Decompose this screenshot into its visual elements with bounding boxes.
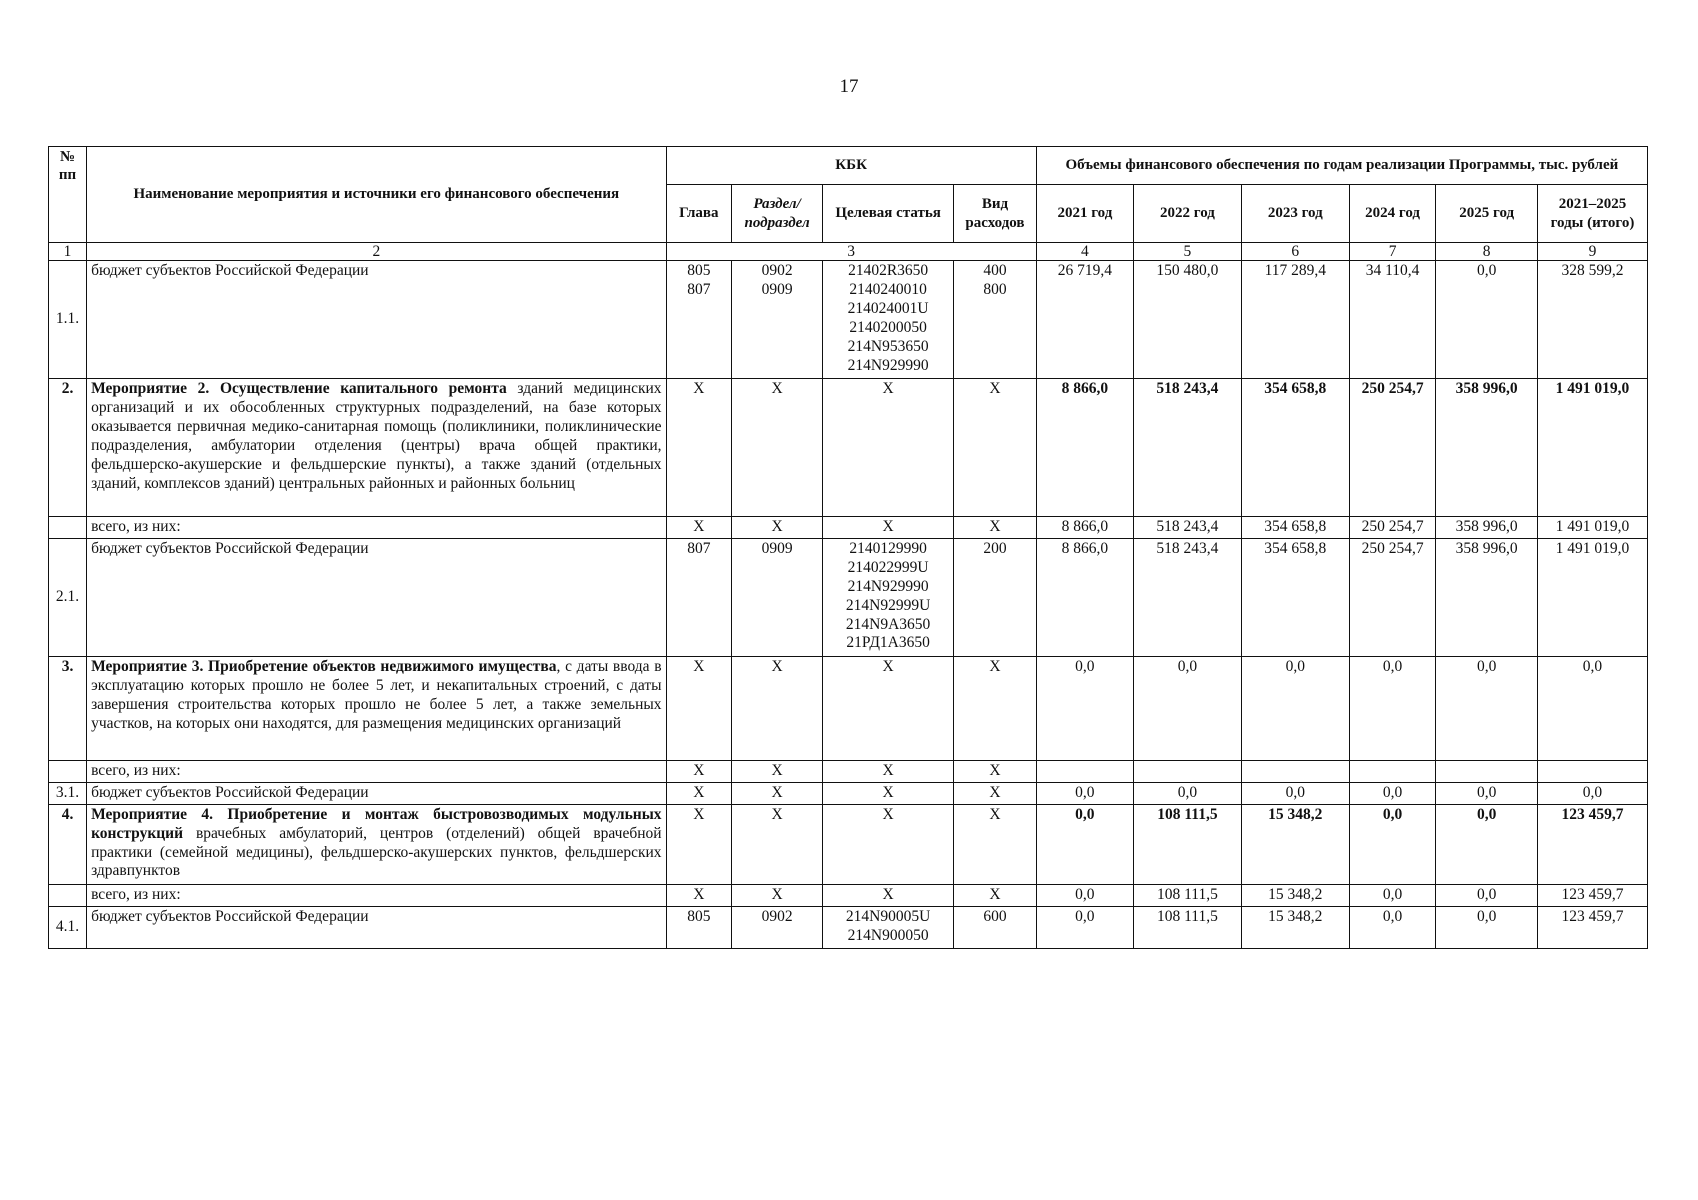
row-number: 4. <box>49 804 87 884</box>
row-2021: 0,0 <box>1036 804 1133 884</box>
row-total: 1 491 019,0 <box>1537 379 1647 517</box>
table-row <box>49 782 1648 804</box>
row-2025: 0,0 <box>1436 884 1538 906</box>
row-name-bold: Мероприятие 3. Приобретение объектов недвижимого имущества <box>91 657 557 675</box>
row-number <box>49 517 87 539</box>
row-2024 <box>1349 760 1436 782</box>
table-row <box>49 517 1648 539</box>
row-2023: 354 658,8 <box>1241 538 1349 656</box>
header-2023: 2023 год <box>1241 185 1349 243</box>
row-2024: 250 254,7 <box>1349 517 1436 539</box>
row-2024: 250 254,7 <box>1349 538 1436 656</box>
row-razdel: 0902 0909 <box>732 261 823 379</box>
column-number: 1 <box>49 243 87 261</box>
header-2025: 2025 год <box>1436 185 1538 243</box>
row-glava: X <box>666 656 732 760</box>
row-2023: 15 348,2 <box>1241 906 1349 948</box>
row-2024: 0,0 <box>1349 782 1436 804</box>
row-razdel: X <box>732 884 823 906</box>
row-razdel: 0909 <box>732 538 823 656</box>
row-vid: X <box>954 782 1037 804</box>
row-name <box>87 804 667 884</box>
header-kbk: КБК <box>666 147 1036 185</box>
header-vid: Вид расходов <box>954 185 1037 243</box>
table-row <box>49 884 1648 906</box>
row-name-rest: врачебных амбулаторий, центров (отделений) общей врачебной практики (семейной медицины), фельдшерско-акушерских пунктов, фельдшерских здравпунктов <box>91 824 662 880</box>
row-2022: 150 480,0 <box>1134 261 1242 379</box>
row-2021: 0,0 <box>1036 884 1133 906</box>
row-total: 1 491 019,0 <box>1537 517 1647 539</box>
column-number: 7 <box>1349 243 1436 261</box>
row-total: 123 459,7 <box>1537 884 1647 906</box>
row-razdel: X <box>732 760 823 782</box>
row-vid: X <box>954 804 1037 884</box>
row-name-rest: зданий медицинских организаций и их обособленных структурных подразделений, на базе которых оказывается первичная медико-санитарная помощь (поликлиники, поликлинические подразделения, амбулатории отделения (центры) врача общей практики, фельдшерско-акушерские и фельдшерские пункты), а также зданий (отдельных зданий, комплексов зданий) центральных районных и районных больниц <box>91 380 662 492</box>
row-2024: 0,0 <box>1349 906 1436 948</box>
column-number: 9 <box>1537 243 1647 261</box>
row-2022: 518 243,4 <box>1134 538 1242 656</box>
row-2021: 0,0 <box>1036 906 1133 948</box>
column-number: 4 <box>1036 243 1133 261</box>
row-tselevaya: X <box>823 884 954 906</box>
row-number <box>49 760 87 782</box>
row-name: всего, из них: <box>87 517 667 539</box>
header-total: 2021–2025 годы (итого) <box>1537 185 1647 243</box>
row-glava: 805 807 <box>666 261 732 379</box>
table-row <box>49 261 1648 379</box>
header-tselevaya: Целевая статья <box>823 185 954 243</box>
header-2022: 2022 год <box>1134 185 1242 243</box>
row-total: 0,0 <box>1537 782 1647 804</box>
row-name <box>87 379 667 517</box>
row-name-rest: , с даты ввода в эксплуатацию которых прошло не более 5 лет, и некапитальных строений, с даты завершения строительства которых прошло не более 5 лет, а также земельных участков, на которых они находятся, для размещения медицинских организаций <box>91 657 662 732</box>
column-number: 3 <box>666 243 1036 261</box>
row-number <box>49 884 87 906</box>
header-razdel: Раздел/ подраздел <box>732 185 823 243</box>
row-glava: X <box>666 804 732 884</box>
table-row <box>49 538 1648 656</box>
row-vid: 200 <box>954 538 1037 656</box>
row-2025: 0,0 <box>1436 261 1538 379</box>
row-2022: 0,0 <box>1134 782 1242 804</box>
row-total: 328 599,2 <box>1537 261 1647 379</box>
row-2023: 0,0 <box>1241 656 1349 760</box>
column-number: 5 <box>1134 243 1242 261</box>
row-2022: 108 111,5 <box>1134 906 1242 948</box>
column-number: 8 <box>1436 243 1538 261</box>
row-tselevaya: X <box>823 760 954 782</box>
row-2023: 0,0 <box>1241 782 1349 804</box>
row-razdel: X <box>732 656 823 760</box>
row-2024: 0,0 <box>1349 656 1436 760</box>
row-2025: 358 996,0 <box>1436 379 1538 517</box>
row-tselevaya: 2140129990 214022999U 214N929990 214N92999U 214N9A3650 21РД1А3650 <box>823 538 954 656</box>
row-glava: X <box>666 760 732 782</box>
table-row <box>49 760 1648 782</box>
row-total: 1 491 019,0 <box>1537 538 1647 656</box>
row-2021: 26 719,4 <box>1036 261 1133 379</box>
row-2021: 8 866,0 <box>1036 379 1133 517</box>
row-2022 <box>1134 760 1242 782</box>
row-tselevaya: X <box>823 517 954 539</box>
row-2024: 34 110,4 <box>1349 261 1436 379</box>
header-no: № пп <box>49 147 87 243</box>
row-tselevaya: X <box>823 804 954 884</box>
row-2025: 0,0 <box>1436 782 1538 804</box>
row-name: всего, из них: <box>87 884 667 906</box>
row-glava: X <box>666 884 732 906</box>
row-2025: 358 996,0 <box>1436 538 1538 656</box>
row-glava: 807 <box>666 538 732 656</box>
row-tselevaya: X <box>823 379 954 517</box>
row-2021: 8 866,0 <box>1036 538 1133 656</box>
row-number: 2.1. <box>49 538 87 656</box>
row-name: всего, из них: <box>87 760 667 782</box>
header-name: Наименование мероприятия и источники его финансового обеспечения <box>87 147 667 243</box>
row-razdel: X <box>732 379 823 517</box>
row-vid: X <box>954 379 1037 517</box>
row-number: 3.1. <box>49 782 87 804</box>
row-razdel: 0902 <box>732 906 823 948</box>
row-vid: X <box>954 517 1037 539</box>
row-2025: 0,0 <box>1436 804 1538 884</box>
row-2021: 0,0 <box>1036 782 1133 804</box>
row-tselevaya: X <box>823 656 954 760</box>
row-2023: 354 658,8 <box>1241 517 1349 539</box>
row-total: 0,0 <box>1537 656 1647 760</box>
table-row <box>49 804 1648 884</box>
row-2022: 518 243,4 <box>1134 379 1242 517</box>
row-2025: 0,0 <box>1436 906 1538 948</box>
header-2021: 2021 год <box>1036 185 1133 243</box>
row-tselevaya: X <box>823 782 954 804</box>
row-name: бюджет субъектов Российской Федерации <box>87 906 667 948</box>
row-2024: 0,0 <box>1349 804 1436 884</box>
header-row <box>49 147 1648 185</box>
row-razdel: X <box>732 517 823 539</box>
table-row <box>49 379 1648 517</box>
table-row <box>49 656 1648 760</box>
header-2024: 2024 год <box>1349 185 1436 243</box>
row-razdel: X <box>732 804 823 884</box>
row-glava: 805 <box>666 906 732 948</box>
row-2023: 354 658,8 <box>1241 379 1349 517</box>
row-glava: X <box>666 782 732 804</box>
row-2023: 15 348,2 <box>1241 804 1349 884</box>
row-name: бюджет субъектов Российской Федерации <box>87 782 667 804</box>
row-glava: X <box>666 379 732 517</box>
page-number: 17 <box>839 76 859 97</box>
row-2021: 8 866,0 <box>1036 517 1133 539</box>
header-volumes: Объемы финансового обеспечения по годам реализации Программы, тыс. рублей <box>1036 147 1647 185</box>
row-vid: 600 <box>954 906 1037 948</box>
row-2023 <box>1241 760 1349 782</box>
row-2022: 518 243,4 <box>1134 517 1242 539</box>
row-name-bold: Мероприятие 2. Осуществление капитального ремонта <box>91 380 507 398</box>
column-number: 2 <box>87 243 667 261</box>
header-glava: Глава <box>666 185 732 243</box>
row-vid: 400 800 <box>954 261 1037 379</box>
row-tselevaya: 214N90005U 214N900050 <box>823 906 954 948</box>
row-2025: 358 996,0 <box>1436 517 1538 539</box>
row-2024: 250 254,7 <box>1349 379 1436 517</box>
column-number: 6 <box>1241 243 1349 261</box>
row-2025 <box>1436 760 1538 782</box>
row-2023: 15 348,2 <box>1241 884 1349 906</box>
row-2024: 0,0 <box>1349 884 1436 906</box>
row-razdel: X <box>732 782 823 804</box>
row-name-bold: Мероприятие 4. Приобретение и монтаж быстровозводимых модульных конструкций <box>91 805 662 842</box>
row-name <box>87 656 667 760</box>
row-vid: X <box>954 656 1037 760</box>
row-number: 1.1. <box>49 261 87 379</box>
row-2023: 117 289,4 <box>1241 261 1349 379</box>
row-vid: X <box>954 884 1037 906</box>
financing-table <box>48 146 1648 949</box>
row-total: 123 459,7 <box>1537 804 1647 884</box>
row-total <box>1537 760 1647 782</box>
row-2021: 0,0 <box>1036 656 1133 760</box>
row-vid: X <box>954 760 1037 782</box>
row-2022: 108 111,5 <box>1134 884 1242 906</box>
row-2022: 108 111,5 <box>1134 804 1242 884</box>
column-number-row <box>49 243 1648 261</box>
row-number: 2. <box>49 379 87 517</box>
row-tselevaya: 21402R3650 2140240010 214024001U 2140200050 214N953650 214N929990 <box>823 261 954 379</box>
row-2022: 0,0 <box>1134 656 1242 760</box>
row-number: 4.1. <box>49 906 87 948</box>
row-glava: X <box>666 517 732 539</box>
row-name: бюджет субъектов Российской Федерации <box>87 538 667 656</box>
row-total: 123 459,7 <box>1537 906 1647 948</box>
row-2025: 0,0 <box>1436 656 1538 760</box>
table-row <box>49 906 1648 948</box>
row-number: 3. <box>49 656 87 760</box>
row-name: бюджет субъектов Российской Федерации <box>87 261 667 379</box>
row-2021 <box>1036 760 1133 782</box>
